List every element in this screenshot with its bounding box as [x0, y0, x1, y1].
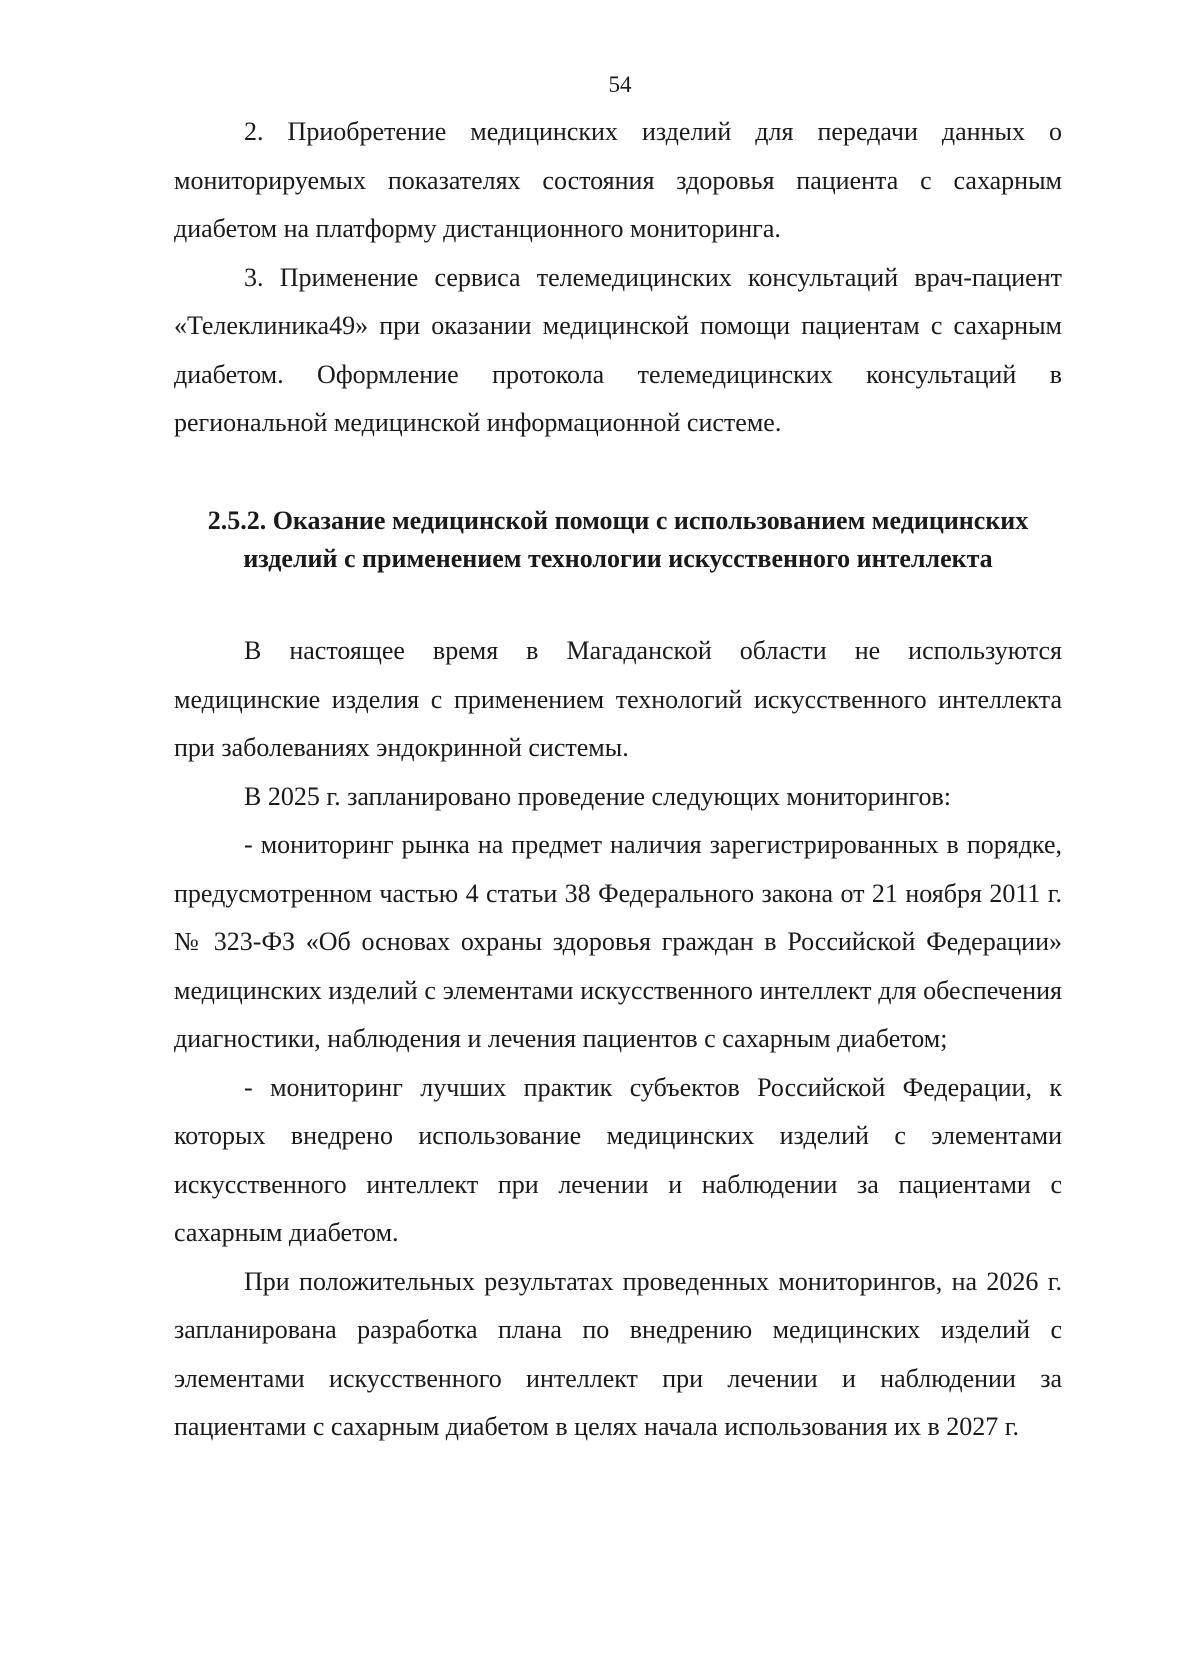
list-item-best-practices-monitoring: - мониторинг лучших практик субъектов Российской Федерации, к которых внедрено использование медицинских изделий с элементами искусственного интеллект при лечении и наблюдении за пациентами с сахарным диабетом.: [174, 1072, 1062, 1247]
section-heading-line-2: изделий с применением технологии искусственного интеллекта: [243, 544, 993, 573]
section-heading: [174, 502, 1062, 578]
intro-paragraph-item-3: 3. Применение сервиса телемедицинских консультаций врач-пациент «Телеклиника49» при оказании медицинской помощи пациентам с сахарным диабетом. Оформление протокола телемедицинских консультаций в региональной медицинской информационной системе.: [174, 262, 1062, 437]
list-item-market-monitoring: - мониторинг рынка на предмет наличия зарегистрированных в порядке, предусмотренном частью 4 статьи 38 Федерального закона от 21 ноября 2011 г. № 323-ФЗ «Об основах охраны здоровья граждан в Российской Федерации» медицинских изделий с элементами искусственного интеллект для обеспечения диагностики, наблюдения и лечения пациентов с сахарным диабетом;: [174, 830, 1062, 1053]
intro-paragraph-item-2: 2. Приобретение медицинских изделий для передачи данных о мониторируемых показателях состояния здоровья пациента с сахарным диабетом на платформу дистанционного мониторинга.: [174, 117, 1062, 243]
section-heading-line-1: 2.5.2. Оказание медицинской помощи с использованием медицинских: [207, 506, 1029, 535]
paragraph-monitoring-plan: В 2025 г. запланировано проведение следующих мониторингов:: [244, 781, 952, 811]
section-body: [174, 627, 1062, 1452]
paragraph-future-plan: При положительных результатах проведенных мониторингов, на 2026 г. запланирована разработка плана по внедрению медицинских изделий с элементами искусственного интеллект при лечении и наблюдении за пациентами с сахарным диабетом в целях начала использования их в 2027 г.: [174, 1266, 1062, 1441]
intro-block: [174, 108, 1062, 448]
paragraph-current-state: В настоящее время в Магаданской области не используются медицинские изделия с применением технологий искусственного интеллекта при заболеваниях эндокринной системы.: [174, 636, 1062, 762]
page-number: 54: [608, 72, 632, 97]
